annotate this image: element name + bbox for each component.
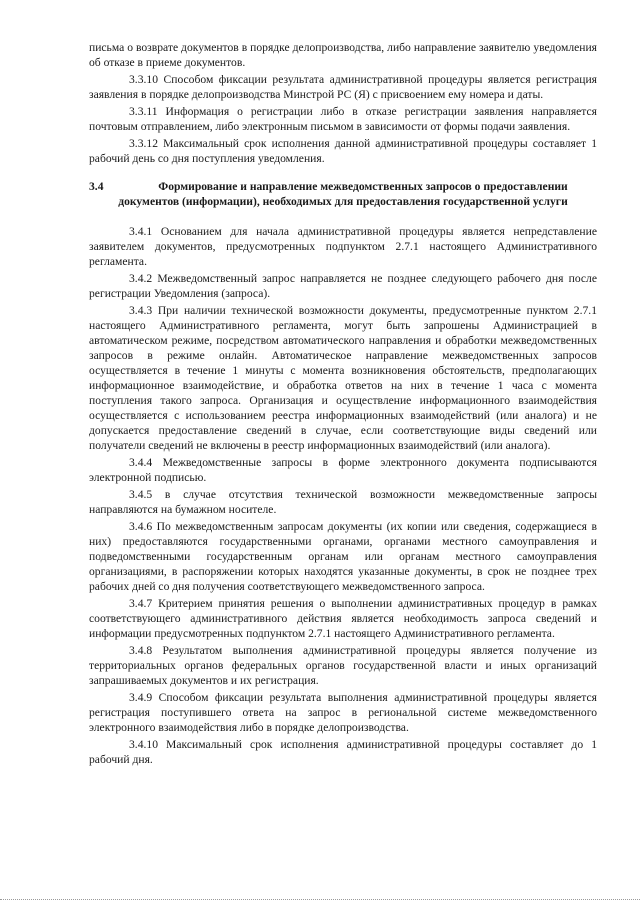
paragraph-3-4-1: 3.4.1 Основанием для начала административной процедуры является непредставление заявителем документов, предусмотренных подпунктом 2.7.1 настоящего Административного регламента.: [89, 225, 597, 268]
paragraph-3-4-7: 3.4.7 Критерием принятия решения о выполнении административных процедур в рамках соответствующего административного действия является необходимость запроса сведений и информации предусмотренных подпунктом 2.7.1 настоящего Административного регламента.: [89, 597, 597, 640]
paragraph-3-4-8: 3.4.8 Результатом выполнения административной процедуры является получение из территориальных органов федеральных органов государственной власти и иных организаций запрашиваемых документов и их регистрация.: [89, 644, 597, 687]
section-heading: [89, 179, 597, 209]
section-number: 3.4: [89, 180, 104, 193]
paragraph-3-4-10: 3.4.10 Максимальный срок исполнения административной процедуры составляет до 1 рабочий дня.: [89, 738, 597, 766]
paragraph-3-4-3: 3.4.3 При наличии технической возможности документы, предусмотренные пунктом 2.7.1 настоящего Административного регламента, могут быть запрошены Администрацией в автоматическом режиме, посредством автоматического направления и обработки межведомственных запросов в режиме онлайн. Автоматическое направление межведомственных запросов осуществляется в течение 1 минуты с момента возникновения обстоятельств, предполагающих информационное взаимодействие, и обработка ответов на них в течение 1 часа с момента поступления такого запроса. Организация и осуществление информационного взаимодействия осуществляется с использованием реестра информационных взаимодействий (или аналога) и не допускается предоставление сведений в случае, если соответствующие виды сведений или получатели сведений не включены в реестр информационных взаимодействий (или аналога).: [89, 304, 597, 452]
paragraph-3-4-9: 3.4.9 Способом фиксации результата выполнения административной процедуры является регистрация поступившего ответа на запрос в региональной системе межведомственного электронного взаимодействия либо в порядке делопроизводства.: [89, 691, 597, 734]
paragraph-3-4-2: 3.4.2 Межведомственный запрос направляется не позднее следующего рабочего дня после регистрации Уведомления (запроса).: [89, 272, 597, 300]
paragraph-3-3-10: 3.3.10 Способом фиксации результата административной процедуры является регистрация заявления в порядке делопроизводства Минстрой РС (Я) с присвоением ему номера и даты.: [89, 73, 597, 101]
document-body: [89, 40, 597, 769]
paragraph-3-3-9-continuation: письма о возврате документов в порядке делопроизводства, либо направление заявителю уведомления об отказе в приеме документов.: [89, 41, 597, 69]
paragraph-3-3-12: 3.3.12 Максимальный срок исполнения данной административной процедуры составляет 1 рабочий день со дня поступления уведомления.: [89, 137, 597, 165]
paragraph-3-4-4: 3.4.4 Межведомственные запросы в форме электронного документа подписываются электронной подписью.: [89, 456, 597, 484]
paragraph-3-4-6: 3.4.6 По межведомственным запросам документы (их копии или сведения, содержащиеся в них) предоставляются государственными органами, органами местного самоуправления и подведомственными государственным органам или органам местного самоуправления организациями, в распоряжении которых находятся указанные документы, в срок не позднее трех рабочих дней со дня получения соответствующего межведомственного запроса.: [89, 520, 597, 593]
page-bottom-edge: [0, 899, 640, 900]
paragraph-3-3-11: 3.3.11 Информация о регистрации либо в отказе регистрации заявления направляется почтовым отправлением, либо электронным письмом в зависимости от формы подачи заявления.: [89, 105, 597, 133]
section-title: Формирование и направление межведомственных запросов о предоставлении документов (информации), необходимых для предоставления государственной услуги: [118, 180, 568, 208]
paragraph-3-4-5: 3.4.5 в случае отсутствия технической возможности межведомственные запросы направляются на бумажном носителе.: [89, 488, 597, 516]
